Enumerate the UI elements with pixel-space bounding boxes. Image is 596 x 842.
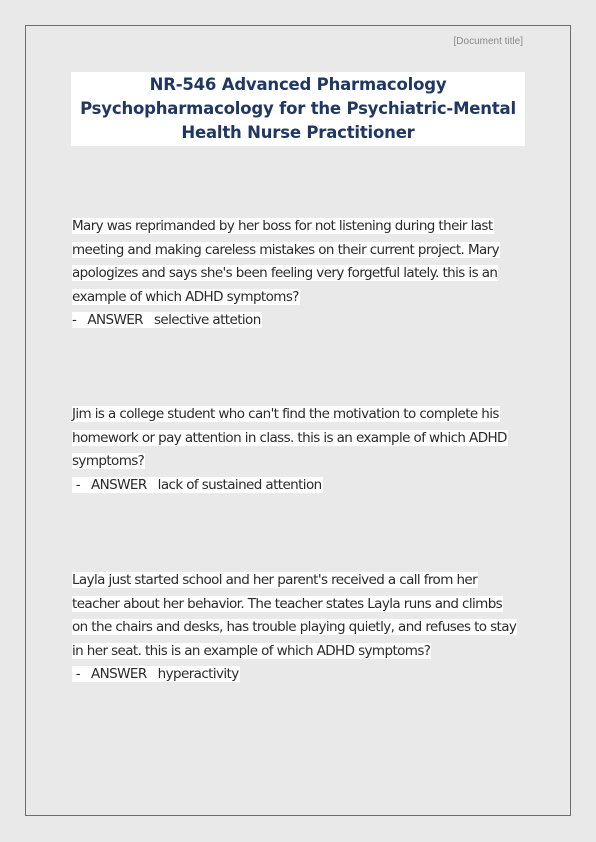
question-3-line-3: on the chairs and desks, has trouble playing quietly, and refuses to stay <box>72 619 517 635</box>
question-2-line-3: symptoms? <box>72 453 145 469</box>
title-box <box>71 72 525 146</box>
question-block-1 <box>72 215 500 333</box>
document-title-header: [Document title] <box>453 36 523 47</box>
question-1-line-1: Mary was reprimanded by her boss for not listening during their last <box>72 218 493 234</box>
title-line-1: NR-546 Advanced Pharmacology <box>149 75 447 94</box>
question-block-2 <box>72 403 508 497</box>
title-line-3: Health Nurse Practitioner <box>181 123 415 142</box>
question-3-answer: - ANSWER hyperactivity <box>72 666 239 682</box>
question-block-3 <box>72 569 517 687</box>
question-3-line-2: teacher about her behavior. The teacher states Layla runs and climbs <box>72 595 503 612</box>
question-1-line-3: apologizes and says she's been feeling very forgetful lately. this is an <box>72 265 498 281</box>
question-2-line-2: homework or pay attention in class. this is an example of which ADHD <box>72 429 507 446</box>
question-3-line-4: in her seat. this is an example of which ADHD symptoms? <box>72 642 431 659</box>
question-3-line-1: Layla just started school and her parent's received a call from her <box>72 572 478 588</box>
question-2-answer: - ANSWER lack of sustained attention <box>72 476 322 493</box>
question-1-line-4: example of which ADHD symptoms? <box>72 288 299 305</box>
question-1-answer: - ANSWER selective attetion <box>72 312 261 328</box>
question-2-line-1: Jim is a college student who can't find the motivation to complete his <box>72 406 499 422</box>
question-1-line-2: meeting and making careless mistakes on their current project. Mary <box>72 241 500 258</box>
title-line-2: Psychopharmacology for the Psychiatric-Mental <box>80 99 516 118</box>
